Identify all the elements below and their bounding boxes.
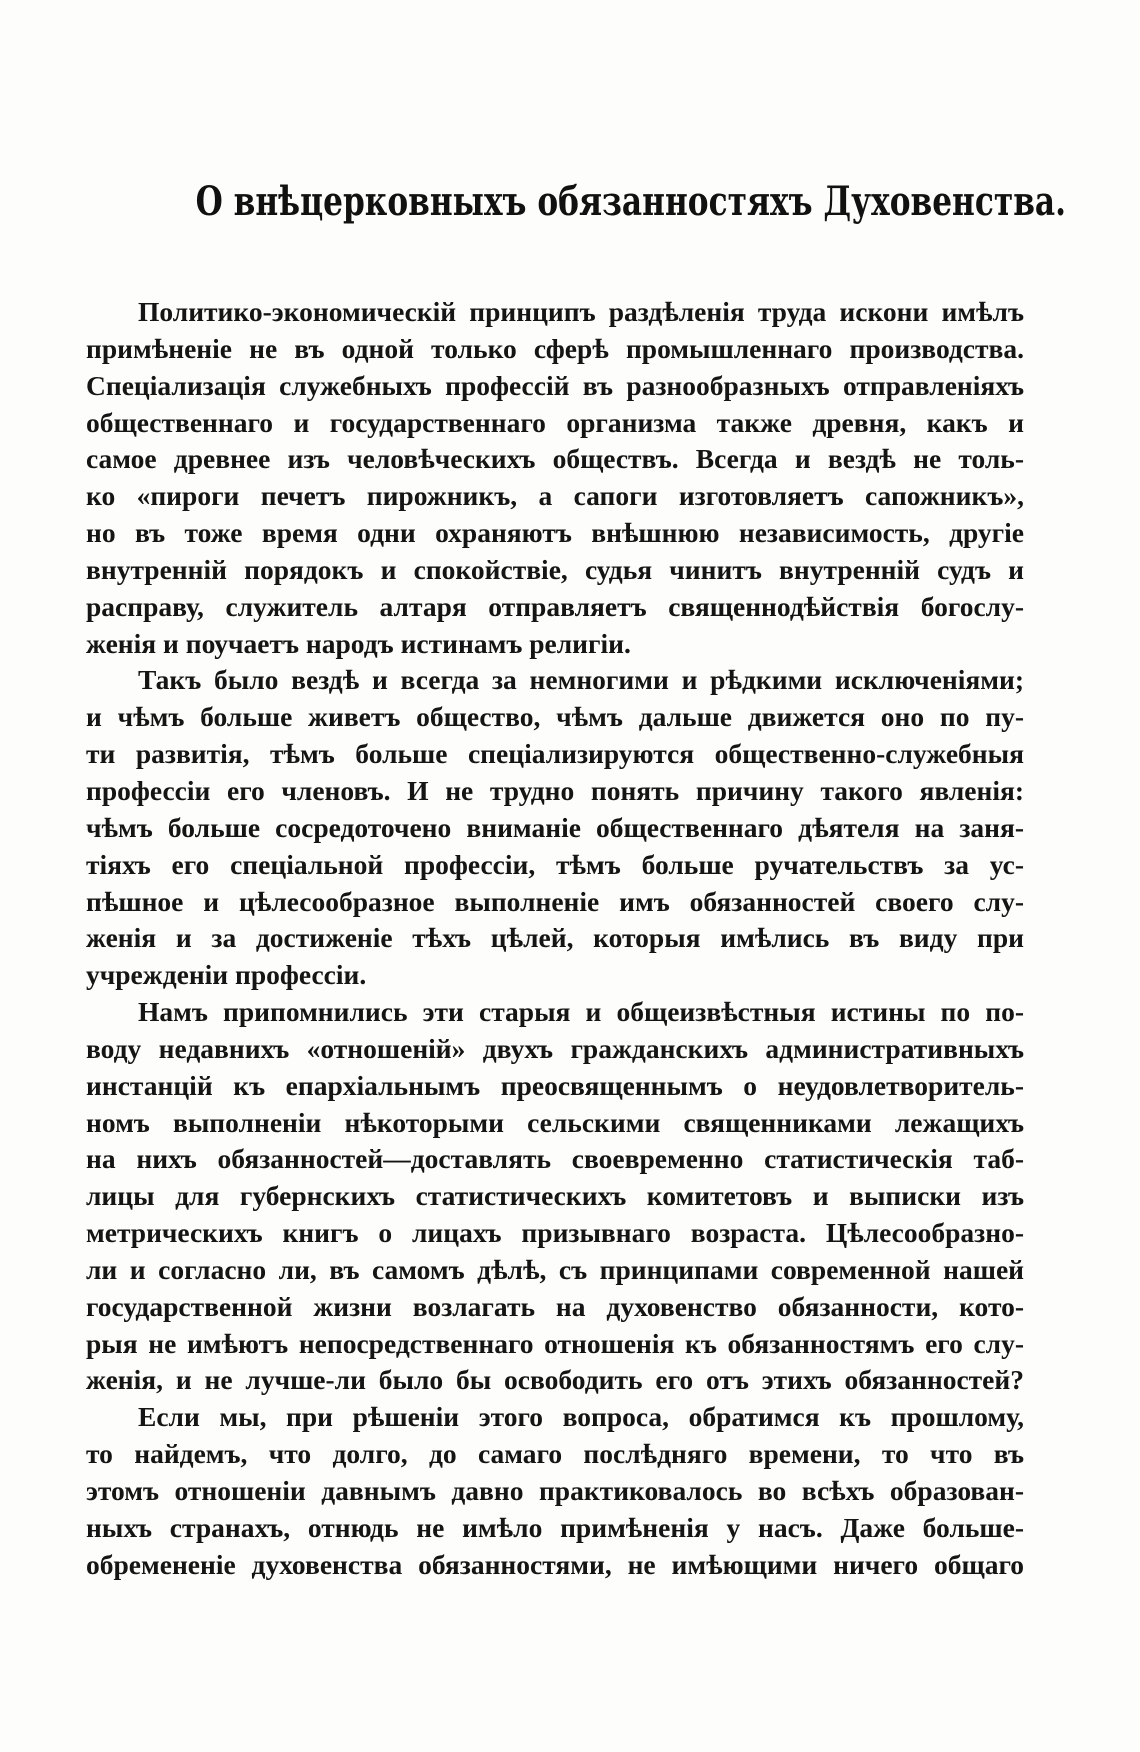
text-line: обремененіе духовенства обязанностями, не имѣющими ничего общаго — [86, 1548, 1024, 1580]
text-line: лицы для губернскихъ статистическихъ комитетовъ и выписки изъ — [86, 1180, 1024, 1212]
text-line: расправу, служитель алтаря отправляетъ священнодѣйствія богослу- — [86, 590, 1024, 622]
text-line: Намъ припомнились эти старыя и общеизвѣстныя истины по по- — [138, 996, 1024, 1028]
page-title: О внѣцерковныхъ обязанностяхъ Духовенства. — [195, 178, 1066, 225]
text-line: чѣмъ больше сосредоточено вниманіе общественнаго дѣятеля на заня- — [86, 811, 1024, 843]
text-line: примѣненіе не въ одной только сферѣ промышленнаго производства. — [86, 332, 1024, 364]
text-line: ти развитія, тѣмъ больше спеціализируются общественно-служебныя — [86, 738, 1024, 770]
text-line: женія и за достиженіе тѣхъ цѣлей, которыя имѣлись въ виду при — [86, 922, 1024, 954]
text-line: Политико-экономическій принципъ раздѣленія труда искони имѣлъ — [138, 296, 1024, 327]
text-line: женія и поучаетъ народъ истинамъ религіи. — [86, 627, 631, 659]
paragraph-2 — [86, 662, 1024, 994]
text-line: государственной жизни возлагать на духовенство обязанности, кото- — [86, 1290, 1024, 1322]
text-line: женія, и не лучше-ли было бы освободить его отъ этихъ обязанностей? — [86, 1364, 1024, 1396]
text-line: метрическихъ книгъ о лицахъ призывнаго возраста. Цѣлесообразно- — [86, 1217, 1024, 1249]
text-line: то найдемъ, что долго, до самаго послѣдняго времени, то что въ — [86, 1438, 1024, 1470]
text-line: и чѣмъ больше живетъ общество, чѣмъ дальше движется оно по пу- — [86, 701, 1024, 733]
text-line: внутренній порядокъ и спокойствіе, судья чинитъ внутренній судъ и — [86, 553, 1024, 585]
text-line: этомъ отношеніи давнымъ давно практиковалось во всѣхъ образован- — [86, 1475, 1024, 1506]
paragraph-1 — [86, 294, 1024, 662]
text-line: общественнаго и государственнаго организма также древня, какъ и — [86, 406, 1024, 438]
paragraph-4 — [86, 1399, 1024, 1583]
text-line: профессіи его членовъ. И не трудно понять причину такого явленія: — [86, 774, 1024, 806]
text-line: учрежденіи профессіи. — [86, 959, 367, 991]
text-line: Если мы, при рѣшеніи этого вопроса, обратимся къ прошлому, — [138, 1401, 1024, 1433]
paragraph-3 — [86, 994, 1024, 1399]
text-line: ли и согласно ли, въ самомъ дѣлѣ, съ принципами современной нашей — [86, 1253, 1024, 1285]
article-body — [86, 294, 1024, 1584]
text-line: пѣшное и цѣлесообразное выполненіе имъ обязанностей своего слу- — [86, 885, 1024, 917]
text-line: но въ тоже время одни охраняютъ внѣшнюю независимость, другіе — [86, 517, 1024, 549]
text-line: ныхъ странахъ, отнюдь не имѣло примѣненія у насъ. Даже больше- — [86, 1511, 1024, 1543]
text-line: тіяхъ его спеціальной профессіи, тѣмъ больше ручательствъ за ус- — [86, 848, 1024, 880]
text-line: ко «пироги печетъ пирожникъ, а сапоги изготовляетъ сапожникъ», — [86, 480, 1024, 512]
text-line: рыя не имѣютъ непосредственнаго отношенія къ обязанностямъ его слу- — [86, 1327, 1024, 1359]
text-line: номъ выполненіи нѣкоторыми сельскими священниками лежащихъ — [86, 1106, 1024, 1138]
text-line: Такъ было вездѣ и всегда за немногими и рѣдкими исключеніями; — [138, 664, 1024, 696]
text-line: инстанцій къ епархіальнымъ преосвященнымъ о неудовлетворитель- — [86, 1069, 1024, 1101]
text-line: на нихъ обязанностей—доставлять своевременно статистическія таб- — [86, 1143, 1024, 1175]
text-line: Спеціализація служебныхъ профессій въ разнообразныхъ отправленіяхъ — [86, 369, 1024, 401]
text-line: воду недавнихъ «отношеній» двухъ гражданскихъ административныхъ — [86, 1032, 1024, 1064]
text-line: самое древнее изъ человѣческихъ обществъ. Всегда и вездѣ не толь- — [86, 443, 1024, 475]
